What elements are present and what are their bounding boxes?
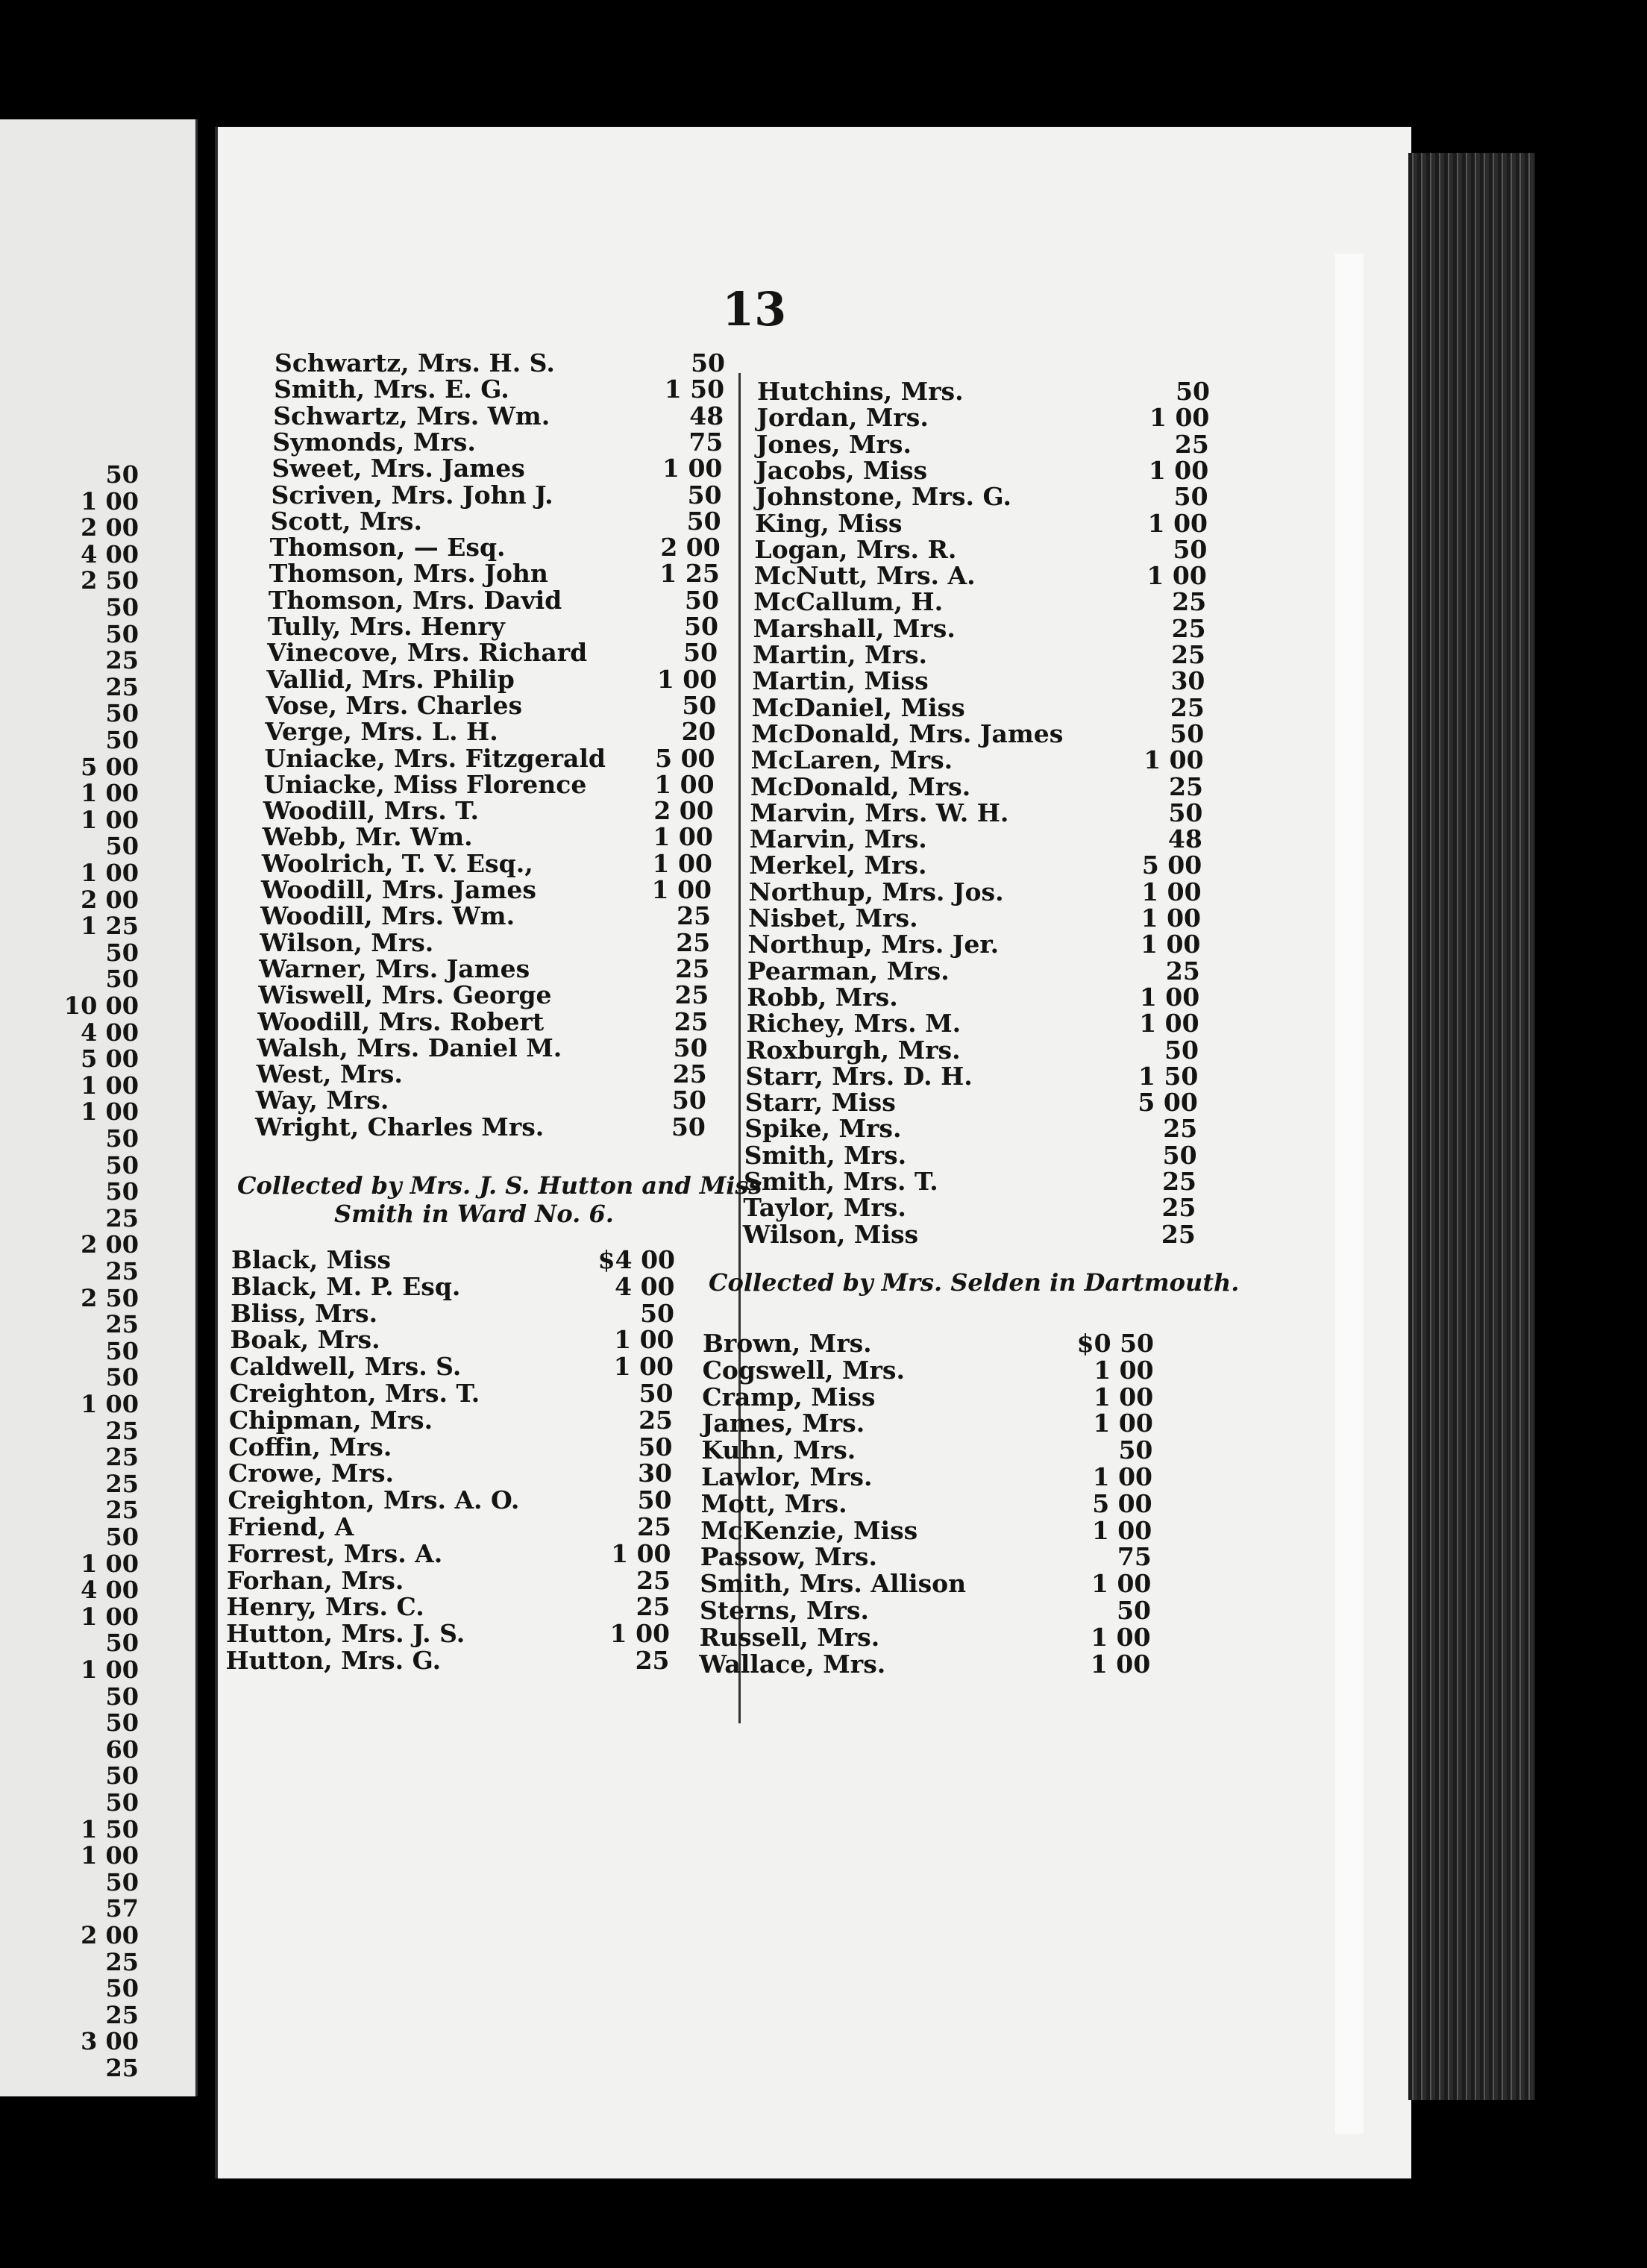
- entry-name: Russell, Mrs.: [699, 1622, 880, 1652]
- entry-amount: 25: [674, 980, 709, 1010]
- entry-amount: 25: [675, 953, 710, 983]
- entry-amount: 1 00: [662, 454, 723, 483]
- entry-amount: 1 00: [1141, 903, 1201, 933]
- entry-name: Schwartz, Mrs. Wm.: [273, 401, 550, 430]
- entry-name: Vinecove, Mrs. Richard: [267, 638, 588, 668]
- entry-amount: 50: [1173, 534, 1208, 564]
- entry-name: Jordan, Mrs.: [756, 403, 929, 433]
- left-page-amount: 50: [105, 1788, 139, 1817]
- entry-amount: 50: [638, 1432, 673, 1462]
- entry-name: Hutchins, Mrs.: [757, 377, 964, 406]
- entry-amount: 1 00: [1146, 561, 1207, 591]
- entry-amount: 1 25: [659, 559, 720, 589]
- entry-name: Jacobs, Miss: [756, 455, 928, 485]
- entry-name: Sterns, Mrs.: [700, 1596, 869, 1625]
- entry-name: West, Mrs.: [256, 1059, 403, 1089]
- entry-amount: 5 00: [1141, 850, 1202, 880]
- entry-amount: 25: [1174, 429, 1209, 459]
- entry-amount: 50: [637, 1485, 672, 1515]
- column-1-heading: [237, 1171, 762, 1229]
- entry-name: McDonald, Mrs. James: [751, 718, 1064, 748]
- entry-amount: 1 00: [1147, 508, 1208, 538]
- entry-name: Hutton, Mrs. G.: [225, 1646, 442, 1675]
- entry-amount: 25: [1162, 1167, 1196, 1196]
- page-number: 13: [722, 282, 787, 336]
- entry-amount: 1 00: [1139, 1009, 1199, 1039]
- entry-amount: 25: [635, 1646, 670, 1675]
- entry-amount: 5 00: [1092, 1488, 1152, 1518]
- entry-amount: 1 00: [614, 1325, 674, 1355]
- book-page-edge: [1408, 153, 1535, 2100]
- entry-name: McCallum, H.: [753, 587, 944, 617]
- entry-name: Richey, Mrs. M.: [746, 1009, 961, 1039]
- entry-name: Marshall, Mrs.: [753, 613, 956, 643]
- entry-name: King, Miss: [755, 508, 903, 538]
- left-page-amount: 1 00: [81, 1071, 139, 1100]
- entry-amount: 1 00: [1092, 1462, 1152, 1491]
- entry-amount: 50: [639, 1379, 674, 1408]
- left-page-amount: 25: [105, 1310, 139, 1339]
- entry-amount: 50: [671, 1112, 706, 1141]
- entry-name: Webb, Mr. Wm.: [262, 822, 473, 852]
- entry-amount: 1 00: [1148, 455, 1209, 485]
- entry-amount: 30: [1170, 666, 1205, 696]
- entry-name: Woodill, Mrs. Robert: [257, 1006, 545, 1036]
- left-page-amount: 50: [105, 938, 139, 967]
- entry-amount: 1 00: [1091, 1515, 1152, 1545]
- left-page-amount: 25: [105, 1496, 139, 1525]
- entry-name: Johnstone, Mrs. G.: [755, 482, 1011, 512]
- left-page-amount: 5 00: [81, 1044, 139, 1074]
- entry-amount: 1 00: [1091, 1569, 1152, 1599]
- left-page-amount: 60: [105, 1735, 139, 1764]
- left-page-amount: 1 00: [81, 805, 139, 834]
- left-page-amount: 50: [105, 1974, 139, 2003]
- left-page-amount: 1 00: [81, 486, 139, 516]
- entry-amount: 50: [1173, 482, 1208, 512]
- left-page-amount: 5 00: [81, 752, 139, 781]
- entry-amount: 1 00: [1090, 1649, 1151, 1679]
- entry-name: McDaniel, Miss: [751, 692, 965, 722]
- entry-name: Taylor, Mrs.: [743, 1193, 906, 1223]
- entry-name: Forrest, Mrs. A.: [227, 1538, 443, 1568]
- left-page-amount: 50: [105, 593, 139, 621]
- entry-name: Starr, Miss: [744, 1088, 896, 1118]
- entry-amount: 1 00: [613, 1352, 674, 1382]
- entry-amount: 50: [671, 1086, 706, 1115]
- entry-amount: 50: [691, 348, 725, 378]
- entry-name: Nisbet, Mrs.: [748, 903, 918, 933]
- left-page-amount: 50: [105, 1682, 139, 1711]
- entry-name: Martin, Mrs.: [753, 640, 928, 669]
- entry-amount: 1 00: [652, 848, 712, 878]
- entry-name: McNutt, Mrs. A.: [753, 561, 976, 591]
- entry-name: Scriven, Mrs. John J.: [271, 480, 553, 510]
- entry-amount: 25: [1171, 640, 1205, 669]
- entry-amount: 30: [638, 1459, 672, 1488]
- entry-amount: 1 00: [611, 1538, 671, 1568]
- left-page-amount: 50: [105, 1867, 139, 1896]
- left-page-amount: 2 00: [81, 513, 139, 542]
- entry-amount: 25: [677, 901, 712, 931]
- entry-amount: 50: [1168, 798, 1203, 827]
- entry-name: Smith, Mrs.: [744, 1140, 907, 1170]
- entry-name: Starr, Mrs. D. H.: [745, 1061, 973, 1091]
- left-page-amount: 4 00: [81, 1018, 139, 1047]
- entry-amount: 25: [1169, 771, 1203, 801]
- entry-amount: 50: [684, 612, 718, 641]
- left-page-amount: 50: [105, 1336, 139, 1365]
- entry-name: Schwartz, Mrs. H. S.: [274, 348, 555, 378]
- entry-name: Hutton, Mrs. J. S.: [226, 1619, 465, 1649]
- entry-amount: 1 00: [1149, 403, 1210, 433]
- entry-name: Verge, Mrs. L. H.: [265, 717, 498, 747]
- left-page-amount: 50: [105, 726, 139, 754]
- left-page-amount: 25: [105, 1203, 139, 1232]
- entry-name: Martin, Miss: [752, 666, 929, 696]
- entry-name: McDonald, Mrs.: [750, 771, 971, 801]
- left-page-amount: 2 50: [81, 1283, 139, 1312]
- entry-name: Spike, Mrs.: [744, 1114, 902, 1144]
- entry-amount: 75: [1117, 1542, 1152, 1572]
- left-page-amount: 1 00: [81, 1655, 139, 1684]
- left-page-amount-column: [45, 460, 139, 2104]
- entry-name: Bliss, Mrs.: [230, 1298, 378, 1328]
- entry-name: Lawlor, Mrs.: [701, 1462, 873, 1491]
- entry-amount: 1 00: [609, 1619, 670, 1649]
- entry-name: Woodill, Mrs. James: [261, 875, 537, 904]
- entry-name: Woodill, Mrs. T.: [263, 796, 480, 826]
- left-page-amount: 50: [105, 1363, 139, 1392]
- entry-amount: 50: [1176, 377, 1210, 406]
- entry-amount: $4 00: [597, 1245, 675, 1274]
- entry-amount: 1 00: [1091, 1622, 1151, 1652]
- entry-amount: 2 00: [660, 533, 721, 563]
- entry-name: Walsh, Mrs. Daniel M.: [257, 1033, 562, 1062]
- left-page-amount: 2 50: [81, 566, 139, 595]
- entry-amount: 50: [673, 1033, 708, 1062]
- left-page-amount: 25: [105, 646, 139, 675]
- entry-amount: 50: [683, 638, 718, 668]
- entry-amount: 1 00: [1093, 1382, 1154, 1412]
- entry-name: Logan, Mrs. R.: [754, 534, 957, 564]
- entry-amount: 50: [1164, 1035, 1199, 1065]
- entry-name: Boak, Mrs.: [230, 1325, 380, 1355]
- entry-name: Uniacke, Miss Florence: [263, 769, 587, 799]
- entry-name: Vose, Mrs. Charles: [266, 690, 523, 720]
- entry-name: Smith, Mrs. E. G.: [274, 375, 509, 404]
- left-page-amount: 4 00: [81, 539, 139, 568]
- left-page-amount: 50: [105, 965, 139, 994]
- left-page-amount: 1 50: [81, 1814, 139, 1843]
- left-page-amount: 25: [105, 1257, 139, 1285]
- left-page-amount: 25: [105, 2054, 139, 2082]
- entry-name: Wallace, Mrs.: [699, 1649, 886, 1679]
- entry-amount: 50: [687, 480, 722, 510]
- entry-name: Creighton, Mrs. T.: [229, 1379, 480, 1408]
- entry-name: Creighton, Mrs. A. O.: [228, 1485, 520, 1515]
- entry-name: Robb, Mrs.: [747, 982, 898, 1012]
- entry-amount: 50: [640, 1298, 674, 1328]
- entry-amount: 1 00: [653, 822, 713, 852]
- entry-amount: 1 00: [654, 769, 715, 799]
- entry-name: Vallid, Mrs. Philip: [266, 664, 515, 694]
- entry-amount: 1 00: [1141, 930, 1201, 959]
- entry-name: Kuhn, Mrs.: [701, 1435, 856, 1465]
- entry-name: Mott, Mrs.: [700, 1488, 847, 1518]
- left-page-amount: 25: [105, 1947, 139, 1976]
- entry-name: Chipman, Mrs.: [229, 1405, 433, 1435]
- entry-amount: 1 00: [1093, 1409, 1153, 1438]
- left-page-amount: 3 00: [81, 2027, 139, 2056]
- entry-name: Marvin, Mrs.: [749, 824, 927, 854]
- column-1-heading-line-1: Collected by Mrs. J. S. Hutton and Miss: [237, 1171, 762, 1200]
- left-page-amount: 1 00: [81, 1390, 139, 1418]
- entry-amount: 50: [1162, 1140, 1197, 1170]
- entry-name: Henry, Mrs. C.: [226, 1592, 424, 1622]
- entry-amount: 25: [636, 1565, 671, 1595]
- left-page-amount: 2 00: [81, 885, 139, 914]
- column-2-heading: Collected by Mrs. Selden in Dartmouth.: [709, 1268, 1240, 1297]
- entry-amount: 25: [1172, 587, 1207, 617]
- left-page-amount: 50: [105, 460, 139, 489]
- entry-name: Sweet, Mrs. James: [272, 454, 525, 483]
- entry-name: Merkel, Mrs.: [749, 850, 927, 880]
- entry-name: Coffin, Mrs.: [228, 1432, 392, 1462]
- entry-amount: 50: [1170, 718, 1205, 748]
- entry-name: Caldwell, Mrs. S.: [230, 1352, 462, 1382]
- entry-name: Smith, Mrs. T.: [744, 1167, 938, 1196]
- entry-name: Cogswell, Mrs.: [702, 1355, 905, 1385]
- entry-name: Northup, Mrs. Jer.: [747, 930, 1000, 959]
- entry-amount: 20: [681, 717, 716, 747]
- entry-name: Jones, Mrs.: [756, 429, 912, 459]
- entry-name: Brown, Mrs.: [703, 1329, 872, 1358]
- left-page-amount: 10 00: [63, 992, 139, 1020]
- entry-name: Northup, Mrs. Jos.: [748, 877, 1004, 906]
- entry-amount: 25: [674, 1006, 709, 1036]
- entry-amount: 25: [672, 1059, 707, 1089]
- entry-name: McLaren, Mrs.: [750, 745, 953, 775]
- entry-name: Passow, Mrs.: [700, 1542, 877, 1572]
- entry-amount: 50: [1118, 1435, 1153, 1465]
- entry-amount: 2 00: [653, 796, 714, 826]
- entry-name: Thomson, — Esq.: [269, 533, 506, 563]
- entry-amount: 5 00: [1138, 1088, 1198, 1118]
- entry-name: Way, Mrs.: [255, 1086, 389, 1115]
- entry-name: Wiswell, Mrs. George: [258, 980, 552, 1010]
- entry-amount: 50: [686, 506, 721, 536]
- left-page-amount: 1 00: [81, 779, 139, 808]
- entry-amount: 50: [1117, 1596, 1151, 1625]
- entry-amount: 1 00: [651, 875, 712, 904]
- left-page-amount: 1 00: [81, 1549, 139, 1578]
- entry-name: McKenzie, Miss: [700, 1515, 918, 1545]
- left-page-amount: 50: [105, 1124, 139, 1153]
- entry-amount: 25: [1163, 1114, 1198, 1144]
- entry-name: Cramp, Miss: [702, 1382, 876, 1412]
- left-page-amount: 50: [105, 619, 139, 648]
- left-page-amount: 50: [105, 1150, 139, 1180]
- entry-amount: 50: [682, 690, 717, 720]
- entry-name: Tully, Mrs. Henry: [268, 612, 505, 641]
- left-page-amount: 1 00: [81, 1602, 139, 1631]
- entry-name: Scott, Mrs.: [270, 506, 422, 536]
- left-page-amount: 25: [105, 1416, 139, 1445]
- entry-amount: 48: [689, 401, 724, 430]
- left-page-amount: 1 00: [81, 1841, 139, 1870]
- entry-name: Wilson, Mrs.: [260, 927, 434, 957]
- entry-name: Pearman, Mrs.: [747, 956, 950, 986]
- entry-amount: 25: [636, 1592, 671, 1622]
- left-page-amount: 50: [105, 1761, 139, 1791]
- entry-amount: $0 50: [1076, 1329, 1154, 1358]
- entry-amount: 1 00: [1139, 982, 1200, 1012]
- entry-amount: 25: [1161, 1193, 1196, 1223]
- left-page-amount: 25: [105, 672, 139, 701]
- entry-amount: 25: [1171, 613, 1206, 643]
- left-page-amount: 2 00: [81, 1921, 139, 1949]
- entry-name: Warner, Mrs. James: [259, 953, 530, 983]
- entry-amount: 4 00: [615, 1271, 675, 1301]
- column-1-heading-line-2: Smith in Ward No. 6.: [334, 1200, 614, 1229]
- left-page-amount: 50: [105, 699, 139, 728]
- entry-name: James, Mrs.: [701, 1409, 865, 1438]
- left-page-amount: 1 25: [81, 912, 139, 941]
- entry-amount: 75: [688, 427, 724, 457]
- left-page-amount: 2 00: [81, 1230, 139, 1259]
- left-page-amount: 50: [105, 1629, 139, 1658]
- entry-amount: 25: [1170, 692, 1205, 722]
- entry-name: Smith, Mrs. Allison: [700, 1569, 967, 1599]
- left-page-amount: 57: [105, 1894, 139, 1923]
- entry-amount: 1 50: [664, 375, 725, 404]
- entry-name: Black, Miss: [231, 1245, 391, 1274]
- entry-amount: 25: [639, 1405, 673, 1435]
- paper-strip: [1335, 254, 1364, 2134]
- entry-name: Roxburgh, Mrs.: [746, 1035, 961, 1065]
- left-page-amount: 1 00: [81, 1097, 139, 1127]
- left-page-amount: 25: [105, 1443, 139, 1472]
- entry-amount: 25: [637, 1512, 671, 1541]
- left-page: [0, 119, 198, 2096]
- entry-amount: 5 00: [655, 743, 715, 773]
- entry-name: Black, M. P. Esq.: [230, 1271, 461, 1301]
- left-page-amount: 50: [105, 1523, 139, 1551]
- entry-name: Marvin, Mrs. W. H.: [750, 798, 1009, 827]
- entry-name: Forhan, Mrs.: [227, 1565, 404, 1595]
- entry-amount: 48: [1167, 824, 1202, 854]
- left-page-amount: 50: [105, 1708, 139, 1738]
- entry-amount: 50: [684, 585, 719, 615]
- left-page-amount: 4 00: [81, 1576, 139, 1605]
- entry-amount: 1 00: [656, 664, 718, 694]
- entry-amount: 1 00: [1144, 745, 1204, 775]
- entry-amount: 25: [1165, 956, 1200, 986]
- entry-name: Uniacke, Mrs. Fitzgerald: [264, 743, 606, 773]
- entry-amount: 1 00: [1141, 877, 1202, 906]
- left-page-amount: 25: [105, 2000, 139, 2029]
- entry-name: Thomson, Mrs. John: [269, 559, 548, 589]
- left-page-amount: 50: [105, 1177, 139, 1206]
- left-page-amount: 1 00: [81, 859, 139, 887]
- entry-name: Symonds, Mrs.: [272, 427, 476, 457]
- entry-name: Crowe, Mrs.: [228, 1459, 395, 1488]
- entry-name: Woolrich, T. V. Esq.,: [261, 848, 533, 878]
- entry-amount: 25: [676, 927, 711, 957]
- entry-amount: 25: [1161, 1219, 1196, 1249]
- entry-amount: 1 50: [1138, 1061, 1199, 1091]
- entry-name: Wright, Charles Mrs.: [254, 1112, 545, 1141]
- entry-name: Friend, A: [228, 1512, 354, 1541]
- entry-name: Woodill, Mrs. Wm.: [260, 901, 515, 931]
- entry-name: Wilson, Miss: [742, 1219, 919, 1249]
- left-page-amount: 25: [105, 1469, 139, 1498]
- entry-name: Thomson, Mrs. David: [268, 585, 562, 615]
- entry-amount: 1 00: [1094, 1355, 1154, 1385]
- left-page-amount: 50: [105, 832, 139, 861]
